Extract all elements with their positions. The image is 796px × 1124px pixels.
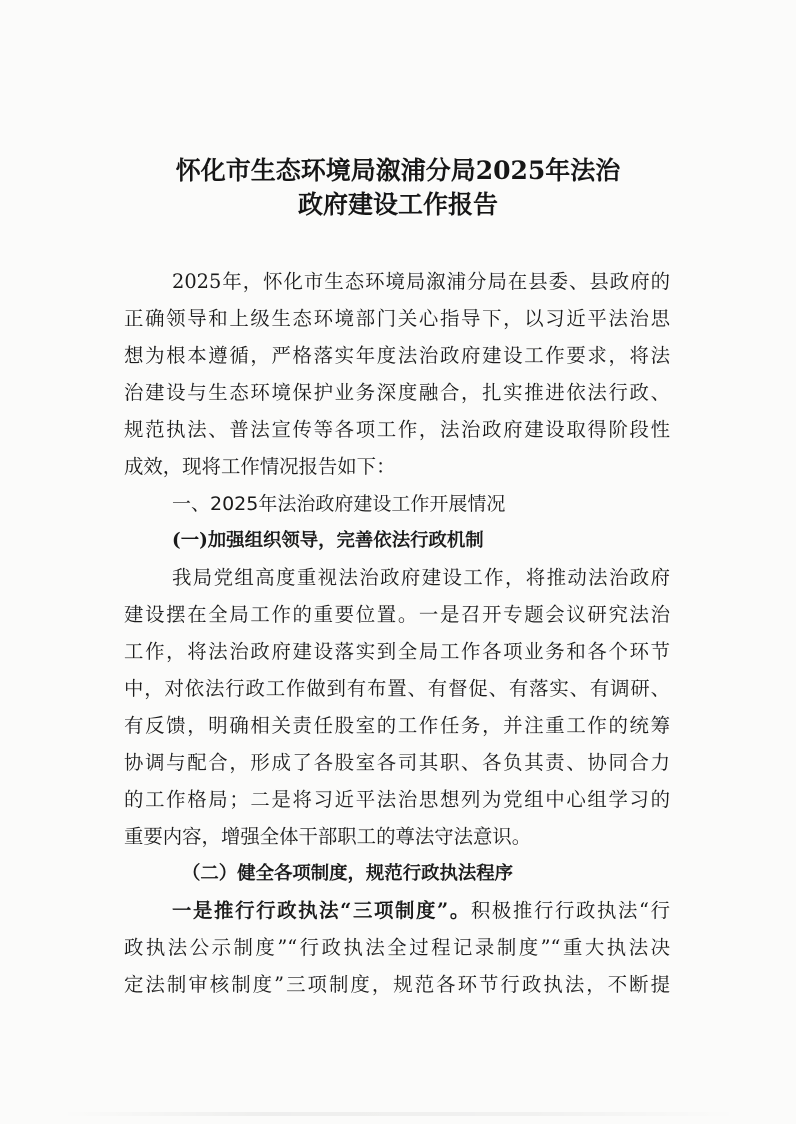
paragraph-line: 工作，将法治政府建设落实到全局工作各项业务和各个环节 (124, 640, 670, 663)
intro-line: 正确领导和上级生态环境部门关心指导下，以习近平法治思 (124, 307, 670, 330)
paragraph-line: 我局党组高度重视法治政府建设工作，将推动法治政府 (172, 566, 670, 589)
paragraph-line: 的工作格局；二是将习近平法治思想列为党组中心组学习的 (124, 788, 670, 811)
paragraph-line: 建设摆在全局工作的重要位置。一是召开专题会议研究法治 (124, 603, 670, 626)
paragraph-line: 重要内容，增强全体干部职工的尊法守法意识。 (124, 825, 532, 848)
intro-line: 规范执法、普法宣传等各项工作，法治政府建设取得阶段性 (124, 418, 670, 441)
intro-line: 治建设与生态环境保护业务深度融合，扎实推进依法行政、 (124, 381, 670, 404)
lead-rest-text: 积极推行行政执法“行 (470, 899, 670, 922)
document-title-line-1: 怀化市生态环境局溆浦分局2025年法治 (175, 156, 621, 185)
scan-edge-shadow (60, 1112, 740, 1116)
lead-bold-text: 一是推行行政执法“三项制度”。 (172, 899, 471, 922)
paragraph-line-lead (172, 896, 670, 926)
intro-line: 成效，现将工作情况报告如下： (124, 455, 396, 478)
paragraph-line: 政执法公示制度”“行政执法全过程记录制度”“重大执法决 (124, 936, 670, 959)
paragraph-line: 协调与配合，形成了各股室各司其职、各负其责、协同合力 (124, 751, 670, 774)
subsection-heading-2: （二）健全各项制度，规范行政执法程序 (182, 863, 514, 884)
paragraph-line: 有反馈，明确相关责任股室的工作任务，并注重工作的统筹 (124, 714, 670, 737)
paragraph-line: 定法制审核制度”三项制度，规范各环节行政执法，不断提 (124, 973, 670, 996)
intro-line: 2025年，怀化市生态环境局溆浦分局在县委、县政府的 (172, 270, 670, 293)
subsection-heading-1: (一)加强组织领导，完善依法行政机制 (172, 530, 484, 551)
section-heading-1: 一、2025年法治政府建设工作开展情况 (172, 493, 506, 515)
paragraph-line: 中，对依法行政工作做到有布置、有督促、有落实、有调研、 (124, 677, 670, 700)
document-title-line-2: 政府建设工作报告 (297, 190, 498, 219)
intro-line: 想为根本遵循，严格落实年度法治政府建设工作要求，将法 (124, 344, 670, 367)
